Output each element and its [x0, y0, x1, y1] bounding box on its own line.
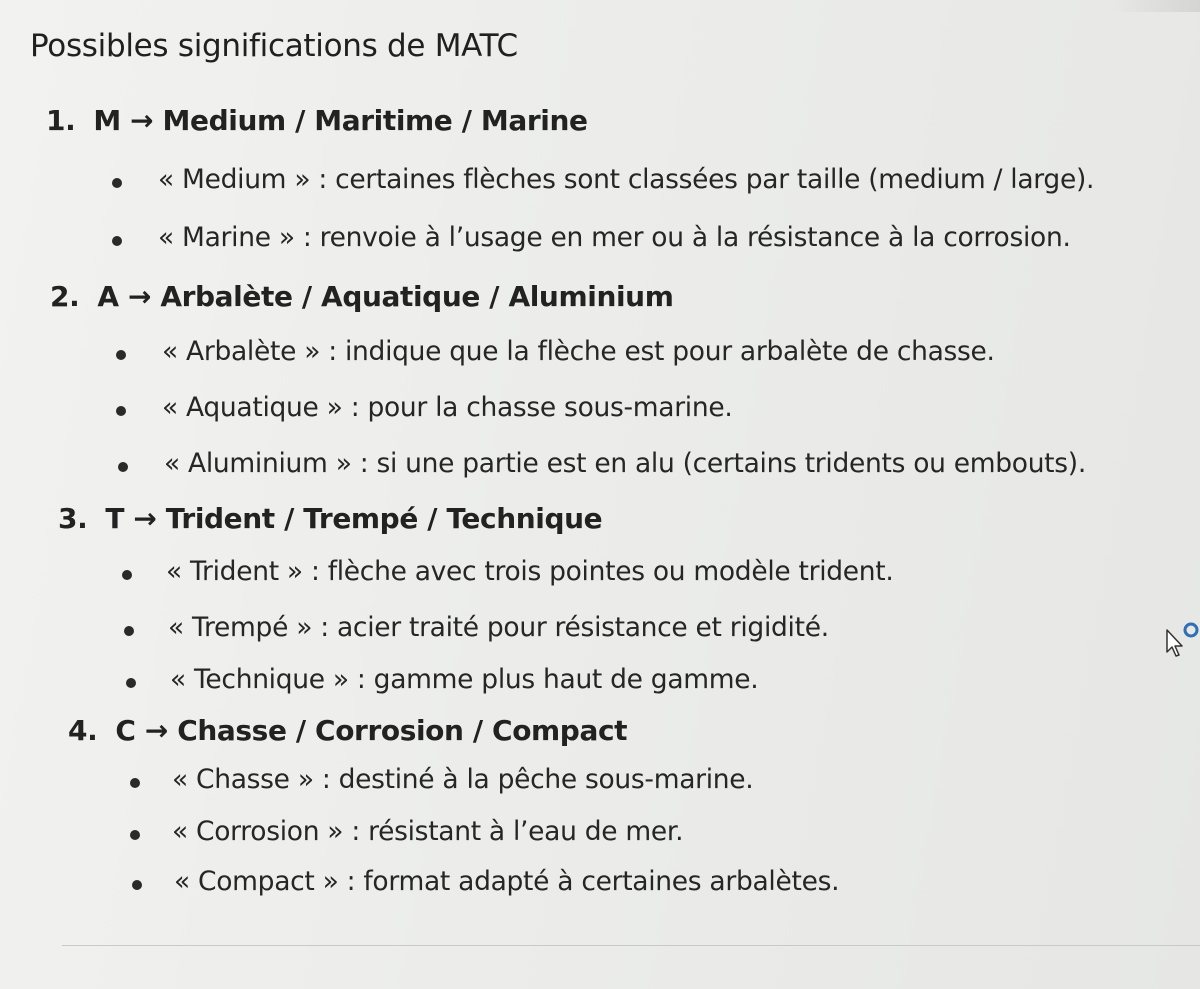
content-divider — [62, 945, 1200, 946]
section-heading-a — [50, 280, 674, 313]
bullet-dot-icon — [124, 626, 134, 636]
list-item-text: « Medium » : certaines flèches sont classées par taille (medium / large). — [158, 164, 1095, 195]
list-item — [172, 816, 683, 847]
bullet-dot-icon — [116, 406, 126, 416]
list-item-text: « Trempé » : acier traité pour résistance et rigidité. — [168, 612, 829, 643]
list-item-text: « Aquatique » : pour la chasse sous-marine. — [162, 392, 733, 423]
section-number: 4. — [68, 714, 98, 747]
section-heading-c — [68, 714, 627, 747]
bullet-dot-icon — [116, 350, 126, 360]
bullet-dot-icon — [132, 880, 142, 890]
section-number: 3. — [58, 502, 88, 535]
page-title: Possibles significations de MATC — [30, 28, 518, 64]
list-item — [174, 866, 839, 897]
list-item — [172, 764, 753, 795]
list-item-text: « Technique » : gamme plus haut de gamme. — [170, 664, 759, 695]
section-number: 1. — [46, 104, 76, 137]
section-heading-t — [58, 502, 602, 535]
list-item-text: « Compact » : format adapté à certaines arbalètes. — [174, 866, 840, 897]
bullet-dot-icon — [112, 178, 122, 188]
list-item-text: « Trident » : flèche avec trois pointes ou modèle trident. — [166, 556, 894, 587]
section-heading-text: M → Medium / Maritime / Marine — [93, 104, 588, 137]
section-heading-text: C → Chasse / Corrosion / Compact — [115, 714, 628, 747]
section-heading-m — [46, 104, 588, 137]
list-item — [164, 448, 1086, 479]
list-item — [168, 612, 829, 643]
section-heading-text: T → Trident / Trempé / Technique — [105, 502, 603, 535]
list-item-text: « Corrosion » : résistant à l’eau de mer. — [172, 816, 684, 847]
list-item-text: « Aluminium » : si une partie est en alu (certains tridents ou embouts). — [164, 448, 1086, 479]
list-item — [158, 164, 1094, 195]
list-item-text: « Chasse » : destiné à la pêche sous-marine. — [172, 764, 754, 795]
mouse-pointer-busy-icon — [1164, 622, 1200, 662]
screen-glare — [1110, 0, 1200, 12]
list-item — [162, 336, 995, 367]
list-item — [158, 222, 1071, 253]
section-number: 2. — [50, 280, 80, 313]
bullet-dot-icon — [126, 678, 136, 688]
list-item-text: « Arbalète » : indique que la flèche est pour arbalète de chasse. — [162, 336, 995, 367]
list-item — [170, 664, 758, 695]
list-item-text: « Marine » : renvoie à l’usage en mer ou à la résistance à la corrosion. — [158, 222, 1071, 253]
bullet-dot-icon — [122, 570, 132, 580]
bullet-dot-icon — [130, 830, 140, 840]
bullet-dot-icon — [112, 236, 122, 246]
list-item — [162, 392, 732, 423]
bullet-dot-icon — [118, 462, 128, 472]
list-item — [166, 556, 894, 587]
section-heading-text: A → Arbalète / Aquatique / Aluminium — [97, 280, 674, 313]
bullet-dot-icon — [130, 778, 140, 788]
